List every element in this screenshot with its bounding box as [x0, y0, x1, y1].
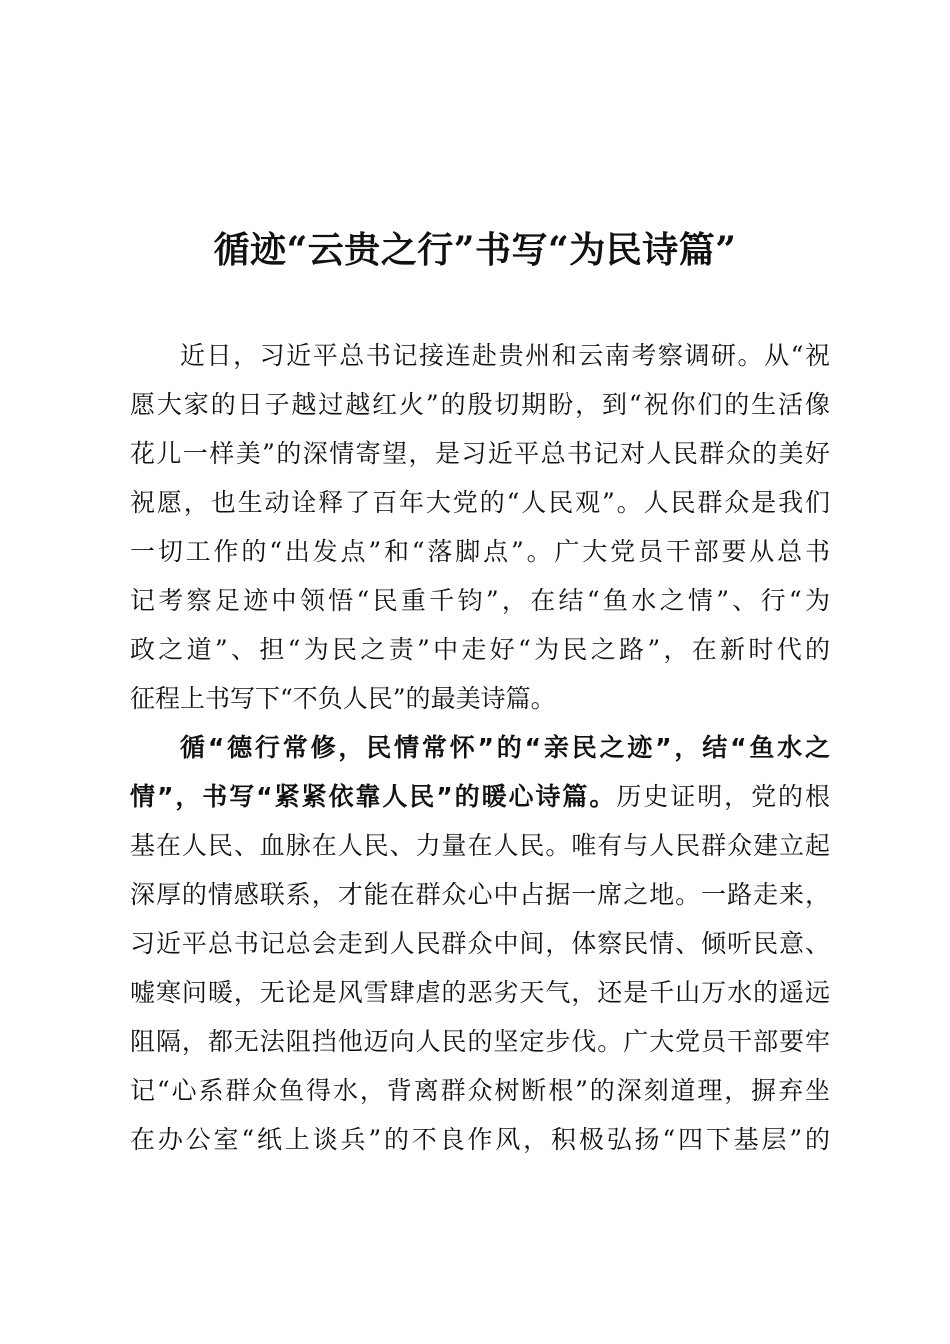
text-line: 征程上书写下“不负人民”的最美诗篇。: [130, 684, 556, 713]
text-line: 祝愿，也生动诠释了百年大党的“人民观”。人民群众是我们: [130, 488, 830, 517]
text-line: 政之道”、担“为民之责”中走好“为民之路”，在新时代的: [130, 635, 830, 664]
text-line: 一切工作的“出发点”和“落脚点”。广大党员干部要从总书: [130, 537, 830, 566]
text-line: 嘘寒问暖，无论是风雪肆虐的恶劣天气，还是千山万水的遥远: [130, 978, 830, 1007]
mixed-line: [130, 772, 830, 821]
paragraph-1: [130, 331, 830, 723]
text-line: 记考察足迹中领悟“民重千钧”，在结“鱼水之情”、行“为: [130, 586, 830, 615]
text-line: 花儿一样美”的深情寄望，是习近平总书记对人民群众的美好: [130, 439, 830, 468]
text-line: 习近平总书记总会走到人民群众中间，体察民情、倾听民意、: [130, 929, 830, 958]
text-line: 愿大家的日子越过越红火”的殷切期盼，到“祝你们的生活像: [130, 390, 830, 419]
text-line: 在办公室“纸上谈兵”的不良作风，积极弘扬“四下基层”的: [130, 1125, 830, 1154]
document-title: 循迹“云贵之行”书写“为民诗篇”: [213, 229, 737, 271]
document-body: [130, 331, 830, 1164]
heading-line-end: 情”，书写“紧紧依靠人民”的暖心诗篇。: [130, 782, 617, 811]
text-run: 历史证明，党的根: [616, 782, 830, 811]
text-line: 记“心系群众鱼得水，背离群众树断根”的深刻道理，摒弃坐: [130, 1076, 830, 1105]
text-line: 近日，习近平总书记接连赴贵州和云南考察调研。从“祝: [180, 341, 830, 370]
text-line: 阻隔，都无法阻挡他迈向人民的坚定步伐。广大党员干部要牢: [130, 1027, 830, 1056]
text-line: 基在人民、血脉在人民、力量在人民。唯有与人民群众建立起: [130, 831, 830, 860]
heading-line: 循“德行常修，民情常怀”的“亲民之迹”，结“鱼水之: [180, 733, 830, 762]
text-line: 深厚的情感联系，才能在群众心中占据一席之地。一路走来，: [130, 880, 830, 909]
paragraph-2: [130, 723, 830, 1164]
